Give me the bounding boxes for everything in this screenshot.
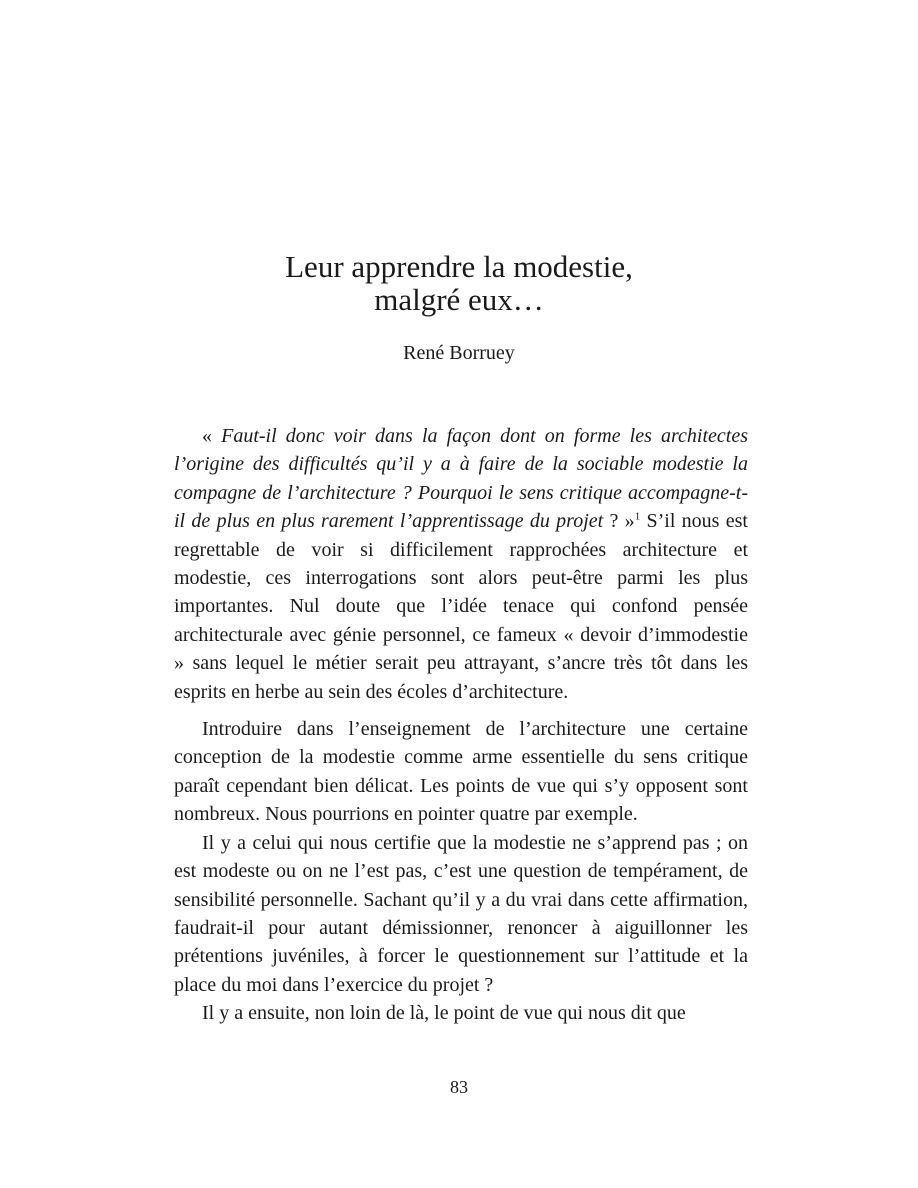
closing-quote-mark: ? » xyxy=(603,510,635,533)
chapter-title-line-2: malgré eux… xyxy=(374,282,544,317)
chapter-title xyxy=(0,250,918,316)
paragraph-3: Il y a celui qui nous certifie que la modestie ne s’apprend pas ; on est modeste ou on ne l’est pas, c’est une question de tempérament, de sensibilité personnelle. Sachant qu’il y a du vrai dans cette affirmation, faudrait-il pour autant démissionner, renoncer à aiguillonner les prétentions juvéniles, à forcer le questionnement sur l’attitude et la place du moi dans l’exercice du projet ? xyxy=(174,831,748,996)
paragraph-2: Introduire dans l’enseignement de l’architecture une certaine conception de la modestie comme arme essentielle du sens critique paraît cependant bien délicat. Les points de vue qui s’y opposent sont nombreux. Nous pourrions en pointer quatre par exemple. xyxy=(174,718,748,826)
footnote-reference: 1 xyxy=(634,510,641,523)
italic-quotation: Faut-il donc voir dans la façon dont on forme les architectes l’origine des difficultés qu’il y a à faire de la sociable modestie la compagne de l’architecture ? Pourquoi le sens critique accompagne-t-il de plus en plus rarement l’apprentissage du projet xyxy=(174,425,748,533)
paragraph-1 xyxy=(174,422,748,706)
opening-quote-mark: « xyxy=(202,425,222,447)
page-number: 83 xyxy=(450,1077,468,1097)
chapter-body xyxy=(174,422,748,1028)
chapter-title-line-1: Leur apprendre la modestie, xyxy=(285,249,633,284)
paragraph-4: Il y a ensuite, non loin de là, le point de vue qui nous dit que xyxy=(202,1002,686,1025)
chapter-author: René Borruey xyxy=(403,342,515,364)
paragraph-1-text: S’il nous est regrettable de voir si difficilement rapprochées architecture et modestie, ces interrogations sont alors peut-être parmi les plus importantes. Nul doute que l’idée tenace qui confond pensée architecturale avec génie personnel, ce fameux « devoir d’immodestie » sans lequel le métier serait peu attrayant, s’ancre très tôt dans les esprits en herbe au sein des écoles d’architecture. xyxy=(174,510,748,703)
